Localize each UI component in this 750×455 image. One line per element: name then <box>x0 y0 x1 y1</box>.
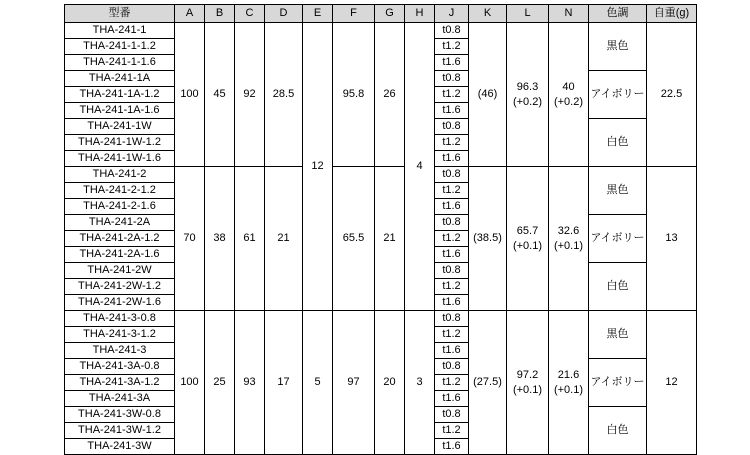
color-value: アイボリー <box>589 215 647 263</box>
value-l-main: 65.7 <box>516 224 539 237</box>
value-k: (46) <box>469 23 507 167</box>
value-a: 100 <box>175 311 205 455</box>
color-value: 白色 <box>589 119 647 167</box>
value-j: t0.8 <box>435 311 469 327</box>
value-d: 17 <box>265 311 303 455</box>
value-e-shared: 12 <box>303 23 333 311</box>
header-c: C <box>235 5 265 23</box>
header-l: L <box>507 5 549 23</box>
value-e: 5 <box>303 311 333 455</box>
color-value: 黒色 <box>589 311 647 359</box>
model-number: THA-241-3A <box>65 391 175 407</box>
value-g: 26 <box>375 23 405 167</box>
value-n <box>549 311 589 455</box>
model-number: THA-241-1W <box>65 119 175 135</box>
value-l <box>507 167 549 311</box>
model-number: THA-241-2A-1.6 <box>65 247 175 263</box>
value-n-tolerance: (+0.1) <box>553 383 584 396</box>
color-value: 白色 <box>589 407 647 455</box>
value-n-tolerance: (+0.2) <box>553 95 584 108</box>
model-number: THA-241-2W-1.2 <box>65 279 175 295</box>
model-number: THA-241-1-1.6 <box>65 55 175 71</box>
value-j: t1.6 <box>435 199 469 215</box>
model-number: THA-241-1-1.2 <box>65 39 175 55</box>
header-d: D <box>265 5 303 23</box>
value-j: t1.6 <box>435 151 469 167</box>
value-j: t1.2 <box>435 231 469 247</box>
header-h: H <box>405 5 435 23</box>
value-j: t1.6 <box>435 103 469 119</box>
color-value: 白色 <box>589 263 647 311</box>
table-row <box>65 23 697 39</box>
value-k: (27.5) <box>469 311 507 455</box>
value-g: 21 <box>375 167 405 311</box>
header-e: E <box>303 5 333 23</box>
model-number: THA-241-2W <box>65 263 175 279</box>
model-number: THA-241-1W-1.6 <box>65 151 175 167</box>
value-j: t1.2 <box>435 87 469 103</box>
value-j: t1.2 <box>435 327 469 343</box>
value-j: t1.2 <box>435 183 469 199</box>
table-header-row <box>65 5 697 23</box>
value-j: t1.2 <box>435 279 469 295</box>
value-b: 38 <box>205 167 235 311</box>
model-number: THA-241-1W-1.2 <box>65 135 175 151</box>
model-number: THA-241-2-1.2 <box>65 183 175 199</box>
color-value: アイボリー <box>589 359 647 407</box>
value-a: 70 <box>175 167 205 311</box>
value-j: t1.2 <box>435 423 469 439</box>
value-j: t0.8 <box>435 215 469 231</box>
model-number: THA-241-1 <box>65 23 175 39</box>
value-j: t1.2 <box>435 135 469 151</box>
value-d: 28.5 <box>265 23 303 167</box>
header-b: B <box>205 5 235 23</box>
model-number: THA-241-3W-0.8 <box>65 407 175 423</box>
model-number: THA-241-3-1.2 <box>65 327 175 343</box>
value-d: 21 <box>265 167 303 311</box>
value-c: 93 <box>235 311 265 455</box>
value-j: t1.2 <box>435 39 469 55</box>
header-k: K <box>469 5 507 23</box>
color-value: 黒色 <box>589 167 647 215</box>
value-j: t1.2 <box>435 375 469 391</box>
value-n <box>549 167 589 311</box>
value-l-tolerance: (+0.2) <box>512 95 543 108</box>
value-j: t1.6 <box>435 391 469 407</box>
model-number: THA-241-2A <box>65 215 175 231</box>
value-l-tolerance: (+0.1) <box>512 239 543 252</box>
value-j: t0.8 <box>435 119 469 135</box>
model-number: THA-241-2-1.6 <box>65 199 175 215</box>
value-a: 100 <box>175 23 205 167</box>
value-l-main: 97.2 <box>516 368 539 381</box>
value-f: 95.8 <box>333 23 375 167</box>
value-l-tolerance: (+0.1) <box>512 383 543 396</box>
value-h-shared: 4 <box>405 23 435 311</box>
weight-value: 22.5 <box>647 23 697 167</box>
model-number: THA-241-1A-1.6 <box>65 103 175 119</box>
header-a: A <box>175 5 205 23</box>
header-model: 型番 <box>65 5 175 23</box>
color-value: 黒色 <box>589 23 647 71</box>
table-row <box>65 311 697 327</box>
value-n-main: 32.6 <box>557 224 580 237</box>
value-k: (38.5) <box>469 167 507 311</box>
color-value: アイボリー <box>589 71 647 119</box>
value-b: 45 <box>205 23 235 167</box>
model-number: THA-241-3A-0.8 <box>65 359 175 375</box>
value-j: t0.8 <box>435 71 469 87</box>
value-j: t0.8 <box>435 407 469 423</box>
value-f: 65.5 <box>333 167 375 311</box>
weight-value: 12 <box>647 311 697 455</box>
value-h: 3 <box>405 311 435 455</box>
value-c: 61 <box>235 167 265 311</box>
value-n-main: 40 <box>562 80 575 93</box>
value-j: t1.6 <box>435 247 469 263</box>
header-n: N <box>549 5 589 23</box>
value-j: t1.6 <box>435 439 469 455</box>
value-n-main: 21.6 <box>557 368 580 381</box>
value-f: 97 <box>333 311 375 455</box>
model-number: THA-241-3W-1.2 <box>65 423 175 439</box>
value-j: t1.6 <box>435 295 469 311</box>
value-l <box>507 23 549 167</box>
value-j: t0.8 <box>435 263 469 279</box>
model-number: THA-241-2 <box>65 167 175 183</box>
model-number: THA-241-2A-1.2 <box>65 231 175 247</box>
value-c: 92 <box>235 23 265 167</box>
value-g: 20 <box>375 311 405 455</box>
value-l-main: 96.3 <box>516 80 539 93</box>
value-j: t1.6 <box>435 343 469 359</box>
value-j: t1.6 <box>435 55 469 71</box>
value-j: t0.8 <box>435 23 469 39</box>
model-number: THA-241-1A-1.2 <box>65 87 175 103</box>
value-j: t0.8 <box>435 167 469 183</box>
model-number: THA-241-3 <box>65 343 175 359</box>
header-g: G <box>375 5 405 23</box>
model-number: THA-241-3A-1.2 <box>65 375 175 391</box>
value-b: 25 <box>205 311 235 455</box>
value-j: t0.8 <box>435 359 469 375</box>
model-number: THA-241-3-0.8 <box>65 311 175 327</box>
specification-table <box>64 4 697 455</box>
weight-value: 13 <box>647 167 697 311</box>
header-color: 色調 <box>589 5 647 23</box>
header-j: J <box>435 5 469 23</box>
model-number: THA-241-3W <box>65 439 175 455</box>
model-number: THA-241-2W-1.6 <box>65 295 175 311</box>
header-f: F <box>333 5 375 23</box>
table-row <box>65 167 697 183</box>
value-n <box>549 23 589 167</box>
value-l <box>507 311 549 455</box>
value-n-tolerance: (+0.1) <box>553 239 584 252</box>
header-weight: 自重(g) <box>647 5 697 23</box>
model-number: THA-241-1A <box>65 71 175 87</box>
